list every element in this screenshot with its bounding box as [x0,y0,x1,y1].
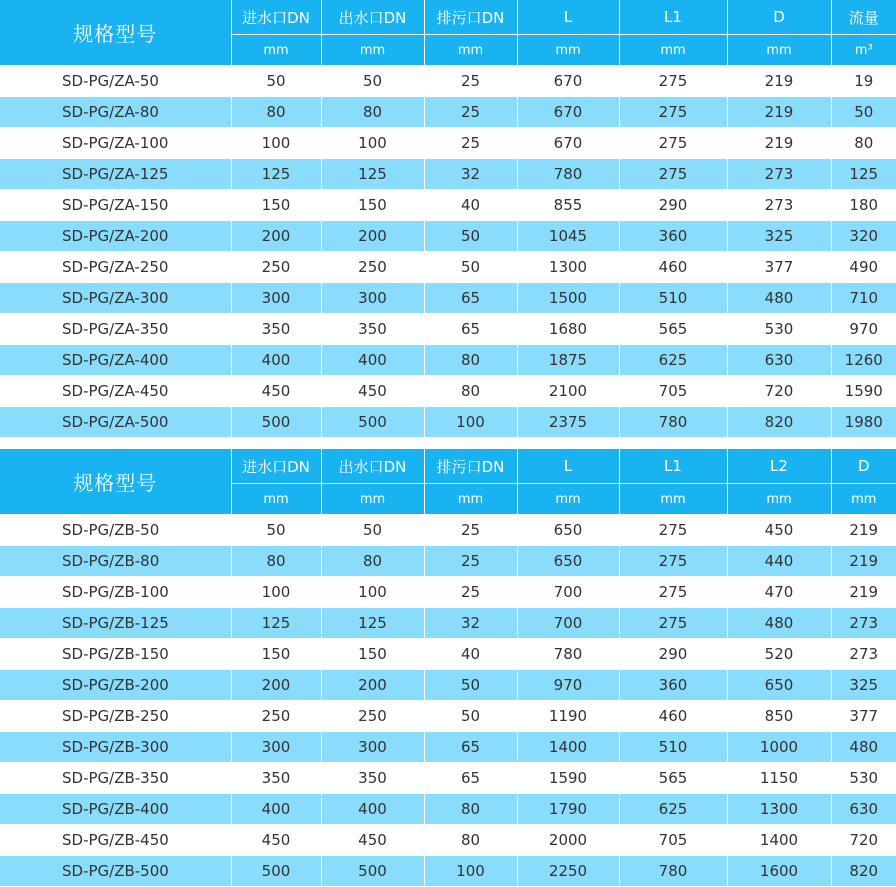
column-header: 出水口DN [321,449,424,484]
table-row [0,577,896,608]
value-cell: 350 [231,314,321,345]
value-cell: 1680 [517,314,619,345]
model-cell: SD-PG/ZA-100 [0,128,231,159]
value-cell: 250 [321,252,424,283]
model-cell: SD-PG/ZB-450 [0,825,231,856]
column-header: 流量 [831,0,896,35]
table-row [0,159,896,190]
value-cell: 25 [424,515,517,546]
column-header: 进水口DN [231,0,321,35]
value-cell: 510 [619,283,727,314]
value-cell: 32 [424,159,517,190]
value-cell: 1260 [831,345,896,376]
value-cell: 200 [231,670,321,701]
value-cell: 1150 [727,763,831,794]
value-cell: 50 [424,252,517,283]
table-row [0,608,896,639]
model-cell: SD-PG/ZB-80 [0,546,231,577]
value-cell: 125 [831,159,896,190]
value-cell: 80 [321,546,424,577]
value-cell: 500 [231,856,321,887]
value-cell: 670 [517,97,619,128]
table-row [0,407,896,438]
value-cell: 50 [231,66,321,97]
value-cell: 300 [231,732,321,763]
value-cell: 780 [619,856,727,887]
value-cell: 219 [831,515,896,546]
value-cell: 850 [727,701,831,732]
table-row [0,314,896,345]
value-cell: 80 [424,825,517,856]
value-cell: 125 [321,159,424,190]
value-cell: 250 [231,701,321,732]
model-column-header: 规格型号 [0,449,231,515]
value-cell: 1875 [517,345,619,376]
value-cell: 150 [231,639,321,670]
value-cell: 1400 [517,732,619,763]
model-cell: SD-PG/ZB-400 [0,794,231,825]
column-header: L [517,0,619,35]
column-header: 进水口DN [231,449,321,484]
table-row [0,546,896,577]
value-cell: 80 [424,794,517,825]
value-cell: 65 [424,732,517,763]
value-cell: 65 [424,283,517,314]
model-cell: SD-PG/ZB-150 [0,639,231,670]
unit-cell: mm [727,484,831,515]
value-cell: 219 [831,546,896,577]
value-cell: 80 [231,546,321,577]
value-cell: 565 [619,763,727,794]
unit-cell: mm [727,35,831,66]
value-cell: 670 [517,66,619,97]
value-cell: 219 [727,97,831,128]
value-cell: 820 [727,407,831,438]
model-cell: SD-PG/ZB-125 [0,608,231,639]
value-cell: 350 [231,763,321,794]
value-cell: 450 [321,825,424,856]
value-cell: 350 [321,314,424,345]
value-cell: 275 [619,66,727,97]
value-cell: 1600 [727,856,831,887]
value-cell: 855 [517,190,619,221]
value-cell: 25 [424,66,517,97]
value-cell: 200 [231,221,321,252]
value-cell: 705 [619,376,727,407]
table-row [0,856,896,887]
column-header: D [831,449,896,484]
unit-cell: m³ [831,35,896,66]
table-body [0,0,896,438]
value-cell: 480 [831,732,896,763]
column-header: L1 [619,0,727,35]
model-cell: SD-PG/ZA-125 [0,159,231,190]
value-cell: 275 [619,97,727,128]
table-row [0,66,896,97]
value-cell: 80 [424,345,517,376]
value-cell: 1045 [517,221,619,252]
table-row [0,97,896,128]
value-cell: 275 [619,515,727,546]
value-cell: 100 [231,128,321,159]
unit-cell: mm [517,35,619,66]
value-cell: 25 [424,97,517,128]
value-cell: 273 [831,639,896,670]
value-cell: 2375 [517,407,619,438]
model-cell: SD-PG/ZA-200 [0,221,231,252]
value-cell: 460 [619,701,727,732]
value-cell: 470 [727,577,831,608]
value-cell: 450 [231,376,321,407]
value-cell: 500 [321,856,424,887]
value-cell: 100 [321,577,424,608]
value-cell: 200 [321,221,424,252]
model-cell: SD-PG/ZA-50 [0,66,231,97]
model-cell: SD-PG/ZB-500 [0,856,231,887]
unit-cell: mm [424,484,517,515]
model-cell: SD-PG/ZB-250 [0,701,231,732]
value-cell: 1000 [727,732,831,763]
value-cell: 25 [424,128,517,159]
model-cell: SD-PG/ZB-100 [0,577,231,608]
value-cell: 125 [231,608,321,639]
unit-cell: mm [619,484,727,515]
value-cell: 400 [231,794,321,825]
table-row [0,639,896,670]
value-cell: 80 [424,376,517,407]
column-header: 排污口DN [424,0,517,35]
value-cell: 650 [727,670,831,701]
model-cell: SD-PG/ZA-500 [0,407,231,438]
value-cell: 65 [424,314,517,345]
value-cell: 720 [831,825,896,856]
value-cell: 80 [831,128,896,159]
value-cell: 565 [619,314,727,345]
value-cell: 360 [619,221,727,252]
column-header: L2 [727,449,831,484]
model-cell: SD-PG/ZA-150 [0,190,231,221]
value-cell: 377 [727,252,831,283]
value-cell: 50 [424,670,517,701]
value-cell: 1590 [831,376,896,407]
value-cell: 400 [231,345,321,376]
value-cell: 19 [831,66,896,97]
value-cell: 250 [231,252,321,283]
column-header: D [727,0,831,35]
unit-cell: mm [831,484,896,515]
value-cell: 200 [321,670,424,701]
table-row [0,763,896,794]
value-cell: 530 [831,763,896,794]
value-cell: 25 [424,577,517,608]
table-row [0,515,896,546]
value-cell: 625 [619,345,727,376]
unit-cell: mm [517,484,619,515]
unit-cell: mm [424,35,517,66]
model-cell: SD-PG/ZA-350 [0,314,231,345]
table-row [0,376,896,407]
value-cell: 65 [424,763,517,794]
value-cell: 275 [619,128,727,159]
value-cell: 40 [424,190,517,221]
unit-cell: mm [321,484,424,515]
value-cell: 630 [727,345,831,376]
value-cell: 300 [321,283,424,314]
value-cell: 400 [321,794,424,825]
unit-cell: mm [231,35,321,66]
model-cell: SD-PG/ZB-300 [0,732,231,763]
column-header: L [517,449,619,484]
value-cell: 100 [231,577,321,608]
value-cell: 500 [231,407,321,438]
table-row [0,283,896,314]
value-cell: 650 [517,515,619,546]
value-cell: 32 [424,608,517,639]
model-cell: SD-PG/ZB-200 [0,670,231,701]
value-cell: 50 [321,515,424,546]
value-cell: 480 [727,283,831,314]
value-cell: 450 [321,376,424,407]
value-cell: 25 [424,546,517,577]
value-cell: 450 [231,825,321,856]
value-cell: 440 [727,546,831,577]
value-cell: 219 [727,128,831,159]
table-row [0,825,896,856]
model-cell: SD-PG/ZA-80 [0,97,231,128]
value-cell: 150 [321,190,424,221]
value-cell: 670 [517,128,619,159]
value-cell: 700 [517,577,619,608]
value-cell: 50 [321,66,424,97]
table-row [0,732,896,763]
value-cell: 400 [321,345,424,376]
table-row [0,670,896,701]
value-cell: 300 [321,732,424,763]
value-cell: 1500 [517,283,619,314]
value-cell: 273 [831,608,896,639]
value-cell: 320 [831,221,896,252]
model-cell: SD-PG/ZA-450 [0,376,231,407]
value-cell: 219 [727,66,831,97]
column-header: 出水口DN [321,0,424,35]
value-cell: 1790 [517,794,619,825]
unit-cell: mm [619,35,727,66]
spec-table-zb [0,449,896,887]
value-cell: 150 [231,190,321,221]
value-cell: 1300 [517,252,619,283]
value-cell: 325 [727,221,831,252]
value-cell: 720 [727,376,831,407]
table-row [0,794,896,825]
value-cell: 100 [424,856,517,887]
value-cell: 700 [517,608,619,639]
value-cell: 780 [619,407,727,438]
value-cell: 520 [727,639,831,670]
value-cell: 350 [321,763,424,794]
unit-cell: mm [231,484,321,515]
value-cell: 273 [727,159,831,190]
value-cell: 710 [831,283,896,314]
value-cell: 377 [831,701,896,732]
value-cell: 530 [727,314,831,345]
table-row [0,701,896,732]
header-row [0,0,896,35]
table-row [0,345,896,376]
value-cell: 490 [831,252,896,283]
value-cell: 510 [619,732,727,763]
column-header: 排污口DN [424,449,517,484]
value-cell: 50 [424,701,517,732]
value-cell: 50 [424,221,517,252]
value-cell: 100 [321,128,424,159]
value-cell: 1590 [517,763,619,794]
unit-cell: mm [321,35,424,66]
value-cell: 275 [619,159,727,190]
column-header: L1 [619,449,727,484]
value-cell: 300 [231,283,321,314]
table-row [0,190,896,221]
model-cell: SD-PG/ZA-250 [0,252,231,283]
table-row [0,128,896,159]
model-cell: SD-PG/ZB-50 [0,515,231,546]
model-cell: SD-PG/ZA-300 [0,283,231,314]
value-cell: 50 [831,97,896,128]
value-cell: 290 [619,639,727,670]
value-cell: 2000 [517,825,619,856]
model-cell: SD-PG/ZB-350 [0,763,231,794]
value-cell: 2250 [517,856,619,887]
value-cell: 80 [231,97,321,128]
value-cell: 275 [619,577,727,608]
value-cell: 290 [619,190,727,221]
value-cell: 180 [831,190,896,221]
value-cell: 275 [619,546,727,577]
table-row [0,221,896,252]
value-cell: 1980 [831,407,896,438]
value-cell: 1400 [727,825,831,856]
value-cell: 970 [517,670,619,701]
value-cell: 820 [831,856,896,887]
value-cell: 460 [619,252,727,283]
value-cell: 360 [619,670,727,701]
value-cell: 970 [831,314,896,345]
header-row [0,449,896,484]
value-cell: 1190 [517,701,619,732]
value-cell: 250 [321,701,424,732]
value-cell: 630 [831,794,896,825]
table-body [0,449,896,887]
value-cell: 273 [727,190,831,221]
value-cell: 50 [231,515,321,546]
spec-table-za [0,0,896,438]
value-cell: 705 [619,825,727,856]
value-cell: 450 [727,515,831,546]
value-cell: 780 [517,639,619,670]
table-row [0,252,896,283]
value-cell: 150 [321,639,424,670]
value-cell: 625 [619,794,727,825]
value-cell: 480 [727,608,831,639]
value-cell: 100 [424,407,517,438]
value-cell: 2100 [517,376,619,407]
value-cell: 40 [424,639,517,670]
value-cell: 125 [231,159,321,190]
value-cell: 650 [517,546,619,577]
value-cell: 125 [321,608,424,639]
value-cell: 1300 [727,794,831,825]
value-cell: 325 [831,670,896,701]
value-cell: 275 [619,608,727,639]
model-cell: SD-PG/ZA-400 [0,345,231,376]
value-cell: 780 [517,159,619,190]
value-cell: 219 [831,577,896,608]
value-cell: 500 [321,407,424,438]
value-cell: 80 [321,97,424,128]
model-column-header: 规格型号 [0,0,231,66]
